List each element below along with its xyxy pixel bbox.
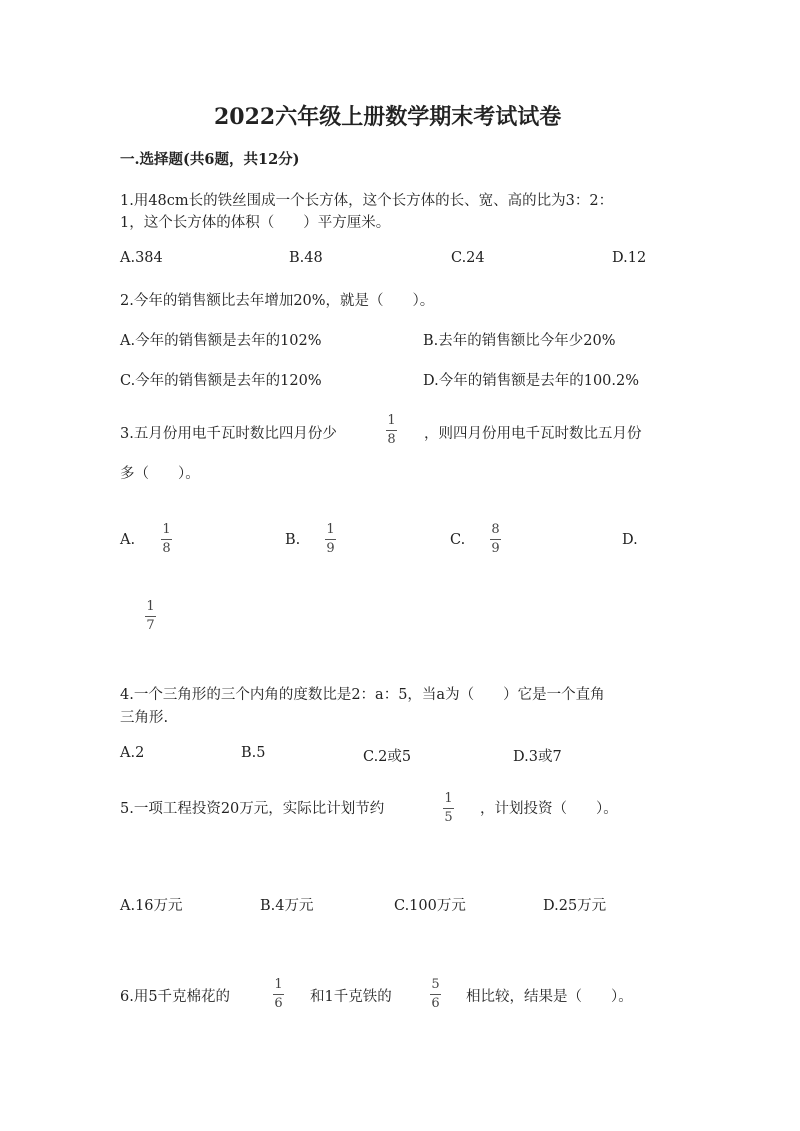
fraction-denominator: 6	[274, 996, 283, 1011]
fraction-bar	[490, 539, 501, 540]
question-2-text: 2.今年的销售额比去年增加20%，就是（ ）。	[120, 293, 435, 309]
q5-option-d[interactable]: D.25万元	[543, 898, 607, 914]
q3-option-d-label[interactable]: D.	[622, 532, 638, 548]
q5-option-a[interactable]: A.16万元	[120, 898, 183, 914]
q3-option-b-label[interactable]: B.	[285, 532, 301, 548]
fraction-bar	[161, 539, 172, 540]
q5-option-c[interactable]: C.100万元	[394, 898, 466, 914]
fraction-numerator: 5	[431, 977, 440, 992]
fraction	[430, 977, 441, 1011]
fraction	[386, 413, 397, 447]
q3-option-c-label[interactable]: C.	[450, 532, 466, 548]
q3-option-d-fraction[interactable]	[145, 599, 156, 633]
q1-option-a[interactable]: A.384	[120, 250, 163, 266]
fraction-numerator: 1	[387, 413, 396, 428]
fraction-bar	[430, 994, 441, 995]
q4-option-d[interactable]: D.3或7	[513, 749, 562, 765]
fraction-bar	[145, 616, 156, 617]
fraction-numerator: 1	[162, 522, 171, 537]
fraction-numerator: 1	[274, 977, 283, 992]
q3-option-a-fraction[interactable]	[161, 522, 172, 556]
question-3-text-before: 3.五月份用电千瓦时数比四月份少	[120, 426, 337, 442]
fraction	[273, 977, 284, 1011]
fraction-numerator: 8	[491, 522, 500, 537]
question-3-line-2: 多（ ）。	[120, 466, 200, 482]
q1-option-c[interactable]: C.24	[451, 250, 485, 266]
q3-option-a-label[interactable]: A.	[120, 532, 136, 548]
fraction-numerator: 1	[444, 791, 453, 806]
fraction-denominator: 5	[444, 810, 453, 825]
q3-option-c-fraction[interactable]	[490, 522, 501, 556]
q1-option-b[interactable]: B.48	[289, 250, 323, 266]
fraction-denominator: 7	[146, 618, 155, 633]
fraction-denominator: 9	[326, 541, 335, 556]
question-6-text-c: 相比较，结果是（ ）。	[466, 989, 633, 1005]
question-6-text-b: 和1千克铁的	[310, 989, 392, 1005]
section-heading: 一.选择题(共6题，共12分)	[120, 151, 300, 168]
fraction-numerator: 1	[146, 599, 155, 614]
question-6-text-a: 6.用5千克棉花的	[120, 989, 231, 1005]
question-5-text-before: 5.一项工程投资20万元，实际比计划节约	[120, 801, 385, 817]
fraction-bar	[273, 994, 284, 995]
fraction-bar	[386, 430, 397, 431]
fraction-denominator: 6	[431, 996, 440, 1011]
page-title: 2022六年级上册数学期末考试试卷	[214, 104, 562, 130]
q3-option-b-fraction[interactable]	[325, 522, 336, 556]
question-3-text-after: ，则四月份用电千瓦时数比五月份	[424, 426, 642, 442]
q1-option-d[interactable]: D.12	[612, 250, 647, 266]
q2-option-c[interactable]: C.今年的销售额是去年的120%	[120, 373, 322, 389]
q2-option-b[interactable]: B.去年的销售额比今年少20%	[423, 333, 616, 349]
q4-option-b[interactable]: B.5	[241, 745, 266, 761]
question-4-line-1: 4.一个三角形的三个内角的度数比是2：a：5，当a为（ ）它是一个直角	[120, 687, 605, 703]
question-1-line-1: 1.用48cm长的铁丝围成一个长方体，这个长方体的长、宽、高的比为3：2：	[120, 193, 614, 209]
fraction-denominator: 9	[491, 541, 500, 556]
q2-option-a[interactable]: A.今年的销售额是去年的102%	[120, 333, 322, 349]
q2-option-d[interactable]: D.今年的销售额是去年的100.2%	[423, 373, 640, 389]
fraction-bar	[325, 539, 336, 540]
q5-option-b[interactable]: B.4万元	[260, 898, 314, 914]
q4-option-c[interactable]: C.2或5	[363, 749, 412, 765]
fraction-numerator: 1	[326, 522, 335, 537]
fraction-denominator: 8	[162, 541, 171, 556]
fraction	[443, 791, 454, 825]
question-1-line-2: 1，这个长方体的体积（ ）平方厘米。	[120, 215, 391, 231]
q4-option-a[interactable]: A.2	[120, 745, 145, 761]
question-4-line-2: 三角形.	[120, 710, 169, 726]
fraction-denominator: 8	[387, 432, 396, 447]
question-5-text-after: ，计划投资（ ）。	[480, 801, 618, 817]
fraction-bar	[443, 808, 454, 809]
